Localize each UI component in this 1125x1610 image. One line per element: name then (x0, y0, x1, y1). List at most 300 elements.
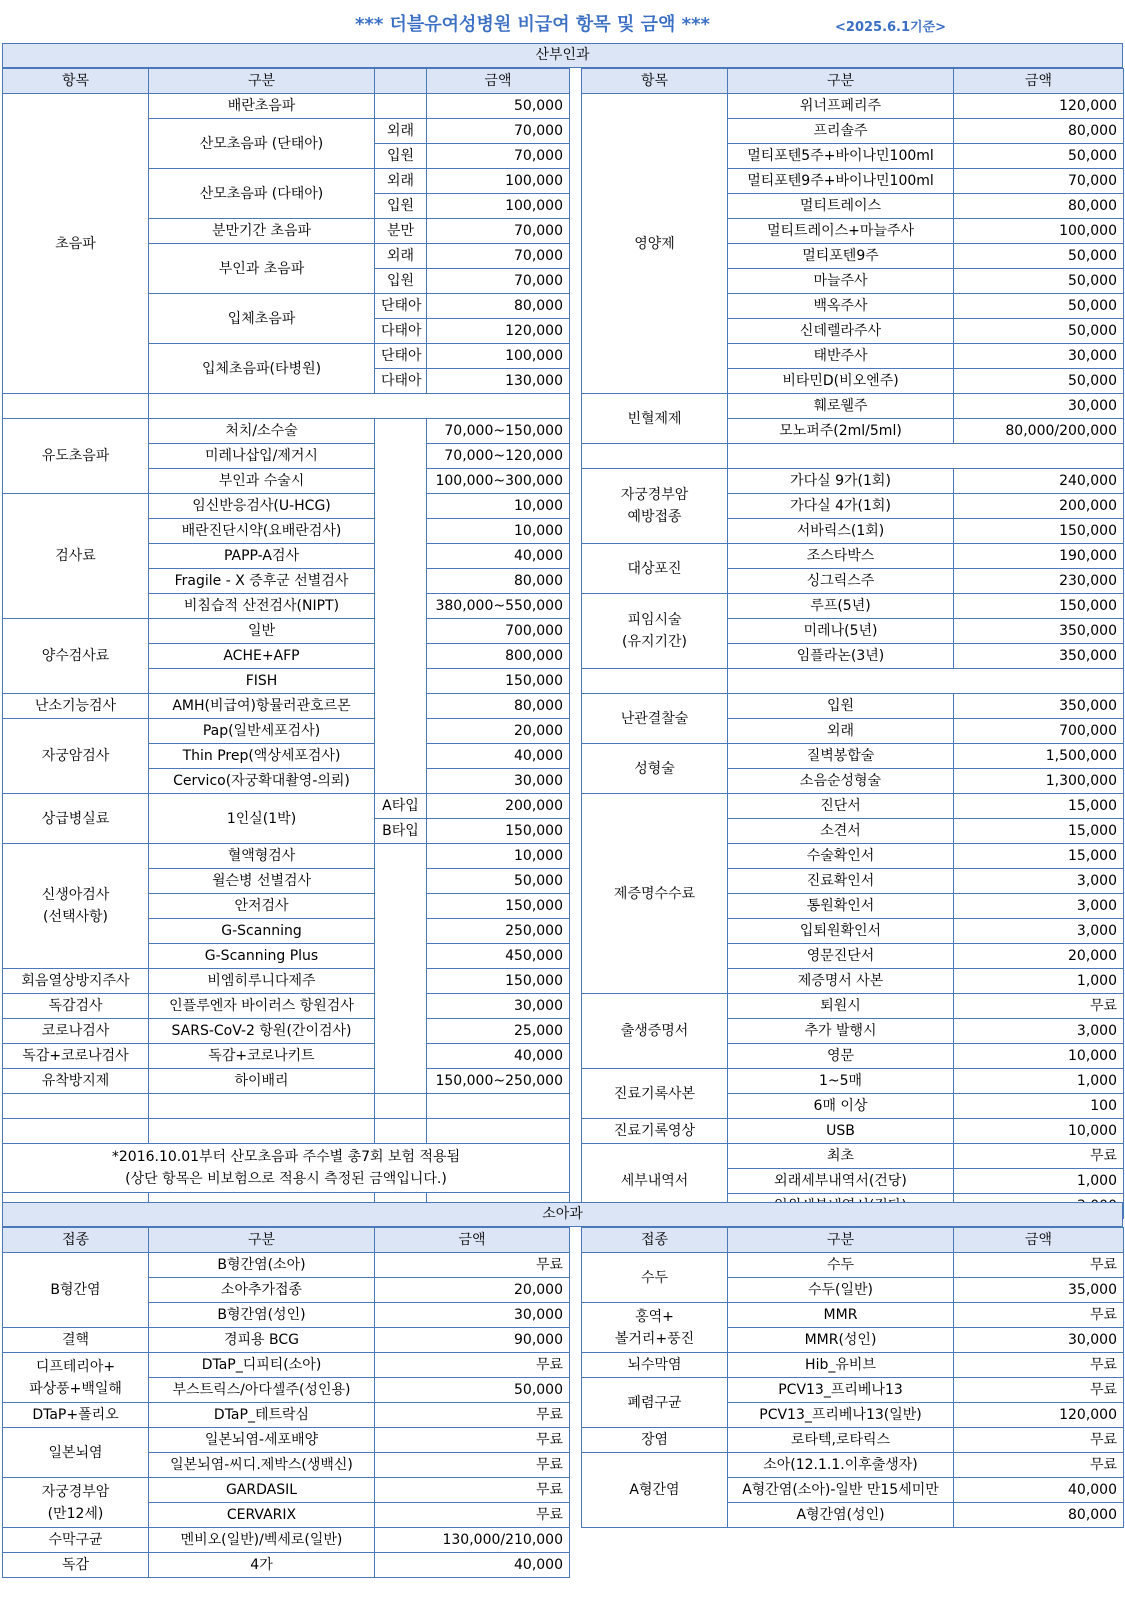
category-label: 산모초음파 (다태아) (149, 169, 375, 219)
category-label: Hib_유비브 (728, 1353, 954, 1378)
category-label: 소아추가접종 (149, 1278, 375, 1303)
sub-label: 외래 (375, 169, 427, 194)
col-header-sub (375, 69, 427, 94)
col-header-amount: 금액 (427, 69, 570, 94)
amount-value: 100 (954, 1094, 1124, 1119)
sub-label (375, 94, 427, 119)
category-label: 입원 (728, 694, 954, 719)
table-row (582, 594, 1124, 619)
amount-value: 240,000 (954, 469, 1124, 494)
category-label: 프리솔주 (728, 119, 954, 144)
amount-value: 15,000 (954, 819, 1124, 844)
group-label: 성형술 (582, 744, 728, 794)
amount-value: 230,000 (954, 569, 1124, 594)
category-label: CERVARIX (149, 1503, 375, 1528)
amount-value: 무료 (375, 1403, 570, 1428)
amount-value: 150,000 (427, 819, 570, 844)
amount-value: 130,000/210,000 (375, 1528, 570, 1553)
blank-cell (728, 669, 1124, 694)
category-label: 영문진단서 (728, 944, 954, 969)
group-label-line: 예방접종 (627, 509, 682, 525)
category-label: 멀티포텐9주 (728, 244, 954, 269)
group-label-line: 자궁경부암 (620, 487, 689, 503)
sub-label: 단태아 (375, 344, 427, 369)
amount-value: 70,000 (427, 219, 570, 244)
amount-value: 70,000~120,000 (427, 444, 570, 469)
category-label: PCV13_프리베나13(일반) (728, 1403, 954, 1428)
table-row (582, 544, 1124, 569)
table-row (582, 1378, 1124, 1403)
table-row (582, 1303, 1124, 1328)
category-label: AMH(비급여)항뮬러관호르몬 (149, 694, 375, 719)
group-label: 유착방지제 (3, 1069, 149, 1094)
table-row (3, 94, 570, 119)
category-label: GARDASIL (149, 1478, 375, 1503)
group-label: 대상포진 (582, 544, 728, 594)
table-row (582, 469, 1124, 494)
amount-value: 30,000 (375, 1303, 570, 1328)
sub-label (375, 844, 427, 1094)
category-label: 1인실(1박) (149, 794, 375, 844)
group-label: 자궁암검사 (3, 719, 149, 794)
table-row (3, 1044, 570, 1069)
group-label: 검사료 (3, 494, 149, 619)
amount-value: 100,000~300,000 (427, 469, 570, 494)
category-label: 일반 (149, 619, 375, 644)
amount-value: 70,000 (427, 144, 570, 169)
category-label: 진단서 (728, 794, 954, 819)
table-row (582, 694, 1124, 719)
amount-value: 15,000 (954, 844, 1124, 869)
amount-value: 800,000 (427, 644, 570, 669)
amount-value: 40,000 (427, 1044, 570, 1069)
category-label: 조스타박스 (728, 544, 954, 569)
amount-value: 80,000 (427, 694, 570, 719)
category-label: 멀티트레이스+마늘주사 (728, 219, 954, 244)
group-label: 초음파 (3, 94, 149, 394)
amount-value: 70,000 (954, 169, 1124, 194)
category-label: 일본뇌염-세포배양 (149, 1428, 375, 1453)
category-label: 소아(12.1.1.이후출생자) (728, 1453, 954, 1478)
category-label: 추가 발행시 (728, 1019, 954, 1044)
amount-value: 40,000 (954, 1478, 1124, 1503)
peds-right-table (581, 1227, 1124, 1528)
amount-value: 무료 (375, 1503, 570, 1528)
blank-cell (149, 394, 570, 419)
group-label (3, 1353, 149, 1403)
amount-value: 200,000 (954, 494, 1124, 519)
amount-value: 50,000 (954, 244, 1124, 269)
col-header-amount: 금액 (375, 1228, 570, 1253)
category-label: 신데렐라주사 (728, 319, 954, 344)
category-label: 임신반응검사(U-HCG) (149, 494, 375, 519)
amount-value: 1,000 (954, 1169, 1124, 1194)
category-label: PAPP-A검사 (149, 544, 375, 569)
table-row (582, 1353, 1124, 1378)
category-label: 산모초음파 (단태아) (149, 119, 375, 169)
amount-value: 50,000 (954, 269, 1124, 294)
amount-value: 450,000 (427, 944, 570, 969)
footnote (3, 1144, 570, 1193)
category-label: 비엠히루니다제주 (149, 969, 375, 994)
amount-value: 1,000 (954, 1069, 1124, 1094)
amount-value: 120,000 (427, 319, 570, 344)
sub-label (375, 419, 427, 794)
group-label: 난소기능검사 (3, 694, 149, 719)
table-row (582, 444, 1124, 469)
category-label: 혈액형검사 (149, 844, 375, 869)
category-label: 최초 (728, 1144, 954, 1169)
amount-value: 40,000 (375, 1553, 570, 1578)
sub-label: 분만 (375, 219, 427, 244)
peds-section-header: 소아과 (2, 1202, 1123, 1227)
category-label: 입퇴원확인서 (728, 919, 954, 944)
col-header-category: 구분 (149, 69, 375, 94)
amount-value: 무료 (375, 1253, 570, 1278)
amount-value: 무료 (954, 1303, 1124, 1328)
category-label: G-Scanning Plus (149, 944, 375, 969)
amount-value: 90,000 (375, 1328, 570, 1353)
category-label: 모노퍼주(2ml/5ml) (728, 419, 954, 444)
group-label: 난관결찰술 (582, 694, 728, 744)
amount-value: 20,000 (954, 944, 1124, 969)
amount-value: 10,000 (954, 1119, 1124, 1144)
group-label: 독감검사 (3, 994, 149, 1019)
table-row (582, 1428, 1124, 1453)
amount-value: 무료 (375, 1453, 570, 1478)
col-header-vaccine: 접종 (3, 1228, 149, 1253)
category-label: ACHE+AFP (149, 644, 375, 669)
sub-label: 다태아 (375, 319, 427, 344)
amount-value: 30,000 (427, 769, 570, 794)
amount-value: 50,000 (954, 319, 1124, 344)
category-label: 가다실 4가(1회) (728, 494, 954, 519)
group-label: 출생증명서 (582, 994, 728, 1069)
category-label: DTaP_테트락심 (149, 1403, 375, 1428)
amount-value: 무료 (375, 1478, 570, 1503)
amount-value: 무료 (375, 1353, 570, 1378)
table-row (3, 1253, 570, 1278)
category-label: USB (728, 1119, 954, 1144)
amount-value: 50,000 (954, 144, 1124, 169)
sub-label: 외래 (375, 244, 427, 269)
header-row (3, 1228, 570, 1253)
group-label (3, 844, 149, 969)
amount-value: 70,000~150,000 (427, 419, 570, 444)
amount-value: 350,000 (954, 694, 1124, 719)
group-label-line: (선택사항) (42, 909, 109, 925)
category-label: 입체초음파 (149, 294, 375, 344)
category-label: 미레나(5년) (728, 619, 954, 644)
blank-cell (3, 394, 149, 419)
group-label-line: 홍역+ (635, 1308, 674, 1325)
amount-value: 200,000 (427, 794, 570, 819)
amount-value: 700,000 (954, 719, 1124, 744)
group-label-line: 피임시술 (627, 612, 682, 628)
category-label: 서바릭스(1회) (728, 519, 954, 544)
category-label: 위너프페리주 (728, 94, 954, 119)
group-label (582, 469, 728, 544)
category-label: 가다실 9가(1회) (728, 469, 954, 494)
table-row (3, 619, 570, 644)
amount-value: 50,000 (427, 869, 570, 894)
category-label: 제증명서 사본 (728, 969, 954, 994)
amount-value: 무료 (954, 1453, 1124, 1478)
ob-left-table (2, 68, 570, 1218)
table-row (582, 794, 1124, 819)
group-label: 양수검사료 (3, 619, 149, 694)
amount-value: 30,000 (954, 394, 1124, 419)
amount-value: 120,000 (954, 1403, 1124, 1428)
amount-value: 100,000 (427, 194, 570, 219)
group-label: 상급병실료 (3, 794, 149, 844)
amount-value: 700,000 (427, 619, 570, 644)
category-label: G-Scanning (149, 919, 375, 944)
amount-value: 25,000 (427, 1019, 570, 1044)
amount-value: 1,000 (954, 969, 1124, 994)
table-row (3, 969, 570, 994)
category-label: SARS-CoV-2 항원(간이검사) (149, 1019, 375, 1044)
category-label: 6매 이상 (728, 1094, 954, 1119)
ob-section-header: 산부인과 (2, 43, 1123, 68)
amount-value: 150,000 (427, 969, 570, 994)
table-row (3, 1119, 570, 1144)
blank-cell (582, 444, 728, 469)
category-label: 배란초음파 (149, 94, 375, 119)
amount-value: 50,000 (954, 369, 1124, 394)
category-label: B형간염(성인) (149, 1303, 375, 1328)
table-row (3, 1428, 570, 1453)
category-label: 멀티트레이스 (728, 194, 954, 219)
amount-value: 120,000 (954, 94, 1124, 119)
group-label-line: (유지기간) (621, 634, 688, 650)
category-label: 멀티포텐5주+바이나민100ml (728, 144, 954, 169)
amount-value: 150,000~250,000 (427, 1069, 570, 1094)
category-label: 안저검사 (149, 894, 375, 919)
table-row (582, 994, 1124, 1019)
amount-value: 80,000/200,000 (954, 419, 1124, 444)
blank-cell (3, 1094, 149, 1119)
category-label: MMR(성인) (728, 1328, 954, 1353)
amount-value: 150,000 (427, 894, 570, 919)
amount-value: 3,000 (954, 869, 1124, 894)
category-label: 태반주사 (728, 344, 954, 369)
group-label: 폐렴구균 (582, 1378, 728, 1428)
group-label: 제증명수수료 (582, 794, 728, 994)
category-label: 비타민D(비오엔주) (728, 369, 954, 394)
amount-value: 130,000 (427, 369, 570, 394)
amount-value: 40,000 (427, 744, 570, 769)
group-label: 수두 (582, 1253, 728, 1303)
category-label: A형간염(소아)-일반 만15세미만 (728, 1478, 954, 1503)
group-label-line: 자궁경부암 (41, 1483, 110, 1500)
col-header-vaccine: 접종 (582, 1228, 728, 1253)
table-row (582, 1119, 1124, 1144)
category-label: DTaP_디피티(소아) (149, 1353, 375, 1378)
amount-value: 3,000 (954, 1019, 1124, 1044)
category-label: B형간염(소아) (149, 1253, 375, 1278)
category-label: 1~5매 (728, 1069, 954, 1094)
table-row (582, 669, 1124, 694)
amount-value: 100,000 (427, 344, 570, 369)
table-row (3, 1144, 570, 1193)
peds-left-table (2, 1227, 570, 1578)
group-label: B형간염 (3, 1253, 149, 1328)
category-label: 퇴원시 (728, 994, 954, 1019)
group-label: 독감 (3, 1553, 149, 1578)
amount-value: 50,000 (427, 94, 570, 119)
amount-value: 80,000 (954, 119, 1124, 144)
amount-value: 50,000 (375, 1378, 570, 1403)
amount-value: 1,500,000 (954, 744, 1124, 769)
col-header-item: 항목 (582, 69, 728, 94)
header-row (582, 1228, 1124, 1253)
category-label: 마늘주사 (728, 269, 954, 294)
table-row (3, 794, 570, 819)
table-row (3, 719, 570, 744)
sub-label: 단태아 (375, 294, 427, 319)
amount-value: 무료 (954, 994, 1124, 1019)
amount-value: 15,000 (954, 794, 1124, 819)
category-label: 윌슨병 선별검사 (149, 869, 375, 894)
col-header-category: 구분 (149, 1228, 375, 1253)
category-label: 싱그릭스주 (728, 569, 954, 594)
group-label-line: (만12세) (47, 1505, 104, 1522)
category-label: 수술확인서 (728, 844, 954, 869)
amount-value: 80,000 (954, 194, 1124, 219)
group-label: DTaP+폴리오 (3, 1403, 149, 1428)
category-label: 배란진단시약(요배란검사) (149, 519, 375, 544)
category-label: 외래 (728, 719, 954, 744)
category-label: Fragile - X 증후군 선별검사 (149, 569, 375, 594)
category-label: 멀티포텐9주+바이나민100ml (728, 169, 954, 194)
sub-label: 입원 (375, 144, 427, 169)
table-row (582, 1069, 1124, 1094)
category-label: A형간염(성인) (728, 1503, 954, 1528)
amount-value: 380,000~550,000 (427, 594, 570, 619)
table-row (582, 1144, 1124, 1169)
group-label: A형간염 (582, 1453, 728, 1528)
amount-value: 350,000 (954, 644, 1124, 669)
page-title: *** 더블유여성병원 비급여 항목 및 금액 *** (355, 14, 710, 35)
category-label: 로타텍,로타릭스 (728, 1428, 954, 1453)
col-header-category: 구분 (728, 1228, 954, 1253)
amount-value: 70,000 (427, 119, 570, 144)
sub-label: 입원 (375, 194, 427, 219)
header-row (582, 69, 1124, 94)
table-row (3, 494, 570, 519)
category-label: 수두(일반) (728, 1278, 954, 1303)
category-label: 독감+코로나키트 (149, 1044, 375, 1069)
group-label: 영양제 (582, 94, 728, 394)
group-label (582, 594, 728, 669)
category-label: 비침습적 산전검사(NIPT) (149, 594, 375, 619)
category-label: 처치/소수술 (149, 419, 375, 444)
category-label: 경피용 BCG (149, 1328, 375, 1353)
col-header-item: 항목 (3, 69, 149, 94)
group-label-line: 볼거리+풍진 (614, 1330, 695, 1347)
amount-value: 150,000 (954, 519, 1124, 544)
category-label: 분만기간 초음파 (149, 219, 375, 244)
table-row (3, 1528, 570, 1553)
table-row (582, 1453, 1124, 1478)
group-label: 결핵 (3, 1328, 149, 1353)
amount-value: 무료 (954, 1378, 1124, 1403)
blank-cell (3, 1119, 149, 1144)
amount-value: 80,000 (954, 1503, 1124, 1528)
amount-value: 20,000 (427, 719, 570, 744)
amount-value: 무료 (954, 1428, 1124, 1453)
amount-value: 80,000 (427, 294, 570, 319)
col-header-category: 구분 (728, 69, 954, 94)
table-row (3, 694, 570, 719)
amount-value: 10,000 (954, 1044, 1124, 1069)
group-label: 뇌수막염 (582, 1353, 728, 1378)
category-label: 부스트릭스/아다셀주(성인용) (149, 1378, 375, 1403)
category-label: 외래세부내역서(건당) (728, 1169, 954, 1194)
blank-cell (375, 1094, 427, 1119)
category-label: 소음순성형술 (728, 769, 954, 794)
category-label: 루프(5년) (728, 594, 954, 619)
blank-cell (582, 669, 728, 694)
amount-value: 10,000 (427, 494, 570, 519)
category-label: Cervico(자궁확대촬영-의뢰) (149, 769, 375, 794)
table-row (3, 994, 570, 1019)
group-label: 유도초음파 (3, 419, 149, 494)
category-label: 영문 (728, 1044, 954, 1069)
table-row (582, 744, 1124, 769)
amount-value: 1,300,000 (954, 769, 1124, 794)
table-row (3, 1403, 570, 1428)
blank-cell (728, 444, 1124, 469)
group-label-line: 디프테리아+ (35, 1358, 116, 1375)
table-row (3, 1019, 570, 1044)
group-label: 코로나검사 (3, 1019, 149, 1044)
amount-value: 무료 (954, 1253, 1124, 1278)
col-header-amount: 금액 (954, 69, 1124, 94)
amount-value: 무료 (954, 1353, 1124, 1378)
amount-value: 70,000 (427, 269, 570, 294)
category-label: MMR (728, 1303, 954, 1328)
footnote-line: (상단 항목은 비보험으로 적용시 측정된 금액입니다.) (125, 1171, 447, 1187)
amount-value: 190,000 (954, 544, 1124, 569)
table-row (582, 394, 1124, 419)
amount-value: 무료 (375, 1428, 570, 1453)
amount-value: 30,000 (954, 344, 1124, 369)
blank-cell (375, 1119, 427, 1144)
table-row (3, 1328, 570, 1353)
table-row (3, 1094, 570, 1119)
amount-value: 3,000 (954, 919, 1124, 944)
category-label: 통원확인서 (728, 894, 954, 919)
amount-value: 30,000 (427, 994, 570, 1019)
blank-cell (149, 1094, 375, 1119)
category-label: 부인과 초음파 (149, 244, 375, 294)
category-label: 질벽봉합술 (728, 744, 954, 769)
category-label: 일본뇌염-씨디.제박스(생백신) (149, 1453, 375, 1478)
blank-cell (427, 1094, 570, 1119)
category-label: 진료확인서 (728, 869, 954, 894)
category-label: 입체초음파(타병원) (149, 344, 375, 394)
group-label: 수막구균 (3, 1528, 149, 1553)
sub-label: 외래 (375, 119, 427, 144)
amount-value: 35,000 (954, 1278, 1124, 1303)
amount-value: 80,000 (427, 569, 570, 594)
header-row (3, 69, 570, 94)
sub-label: B타입 (375, 819, 427, 844)
group-label: 일본뇌염 (3, 1428, 149, 1478)
table-row (3, 394, 570, 419)
